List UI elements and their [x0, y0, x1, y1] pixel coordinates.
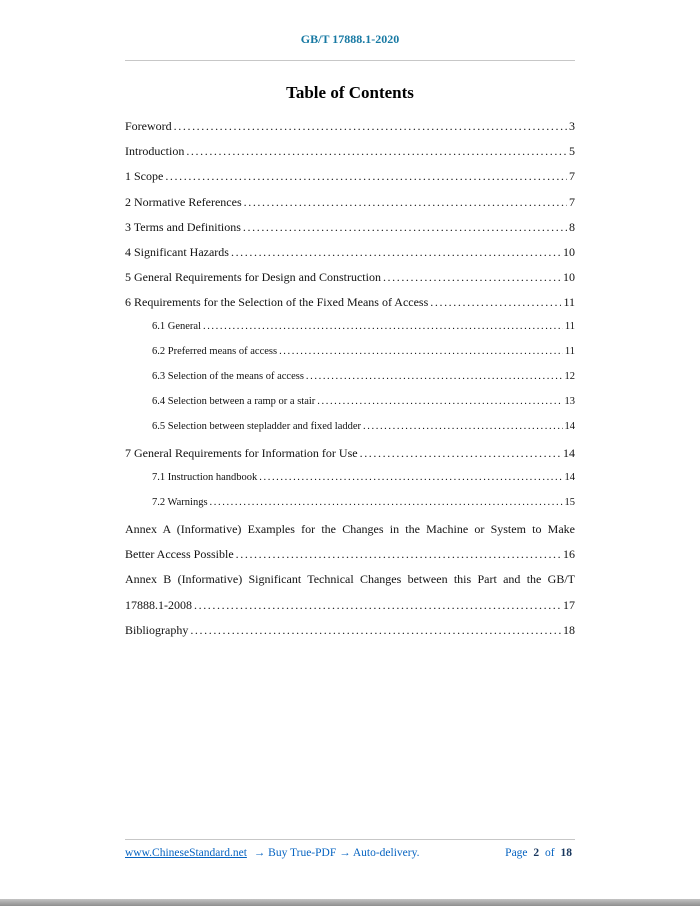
page-total-number: 18	[560, 847, 572, 859]
dot-leader	[306, 371, 563, 382]
dot-leader	[259, 472, 562, 483]
dot-leader	[236, 547, 561, 562]
toc-entry-line2	[125, 547, 575, 572]
dot-leader	[383, 270, 561, 285]
toc-subentry	[125, 396, 575, 421]
toc-page-number: 8	[569, 219, 575, 234]
toc-page-number: 14	[564, 421, 575, 433]
toc-page-number: 7	[569, 194, 575, 209]
toc-entry-line2	[125, 598, 575, 623]
dot-leader	[174, 119, 567, 134]
toc-entry	[125, 446, 575, 471]
toc-page-number: 18	[563, 622, 575, 637]
toc-page-number: 11	[563, 295, 575, 310]
toc-entry-label: 6.2 Preferred means of access	[152, 345, 278, 357]
toc-entry-label: 3 Terms and Definitions	[125, 219, 241, 234]
header-rule	[125, 60, 575, 61]
toc-page-number: 5	[569, 144, 575, 159]
toc-page-number: 10	[563, 270, 575, 285]
toc-subentry	[125, 321, 575, 346]
dot-leader	[430, 295, 561, 310]
toc-entry-label: 2 Normative References	[125, 194, 242, 209]
toc-entry	[125, 295, 575, 320]
toc-subentry	[125, 371, 575, 396]
toc-entry	[125, 270, 575, 295]
footer-branding	[125, 847, 419, 859]
toc-entry	[125, 119, 575, 144]
table-of-contents	[125, 119, 575, 648]
toc-entry-line1: Annex A (Informative) Examples for the Changes in the Machine or System to Make	[125, 522, 575, 536]
dot-leader	[231, 245, 561, 260]
page-of-label: of	[545, 847, 555, 859]
toc-entry-label: 6.3 Selection of the means of access	[152, 370, 304, 382]
toc-subentry	[125, 346, 575, 371]
page-footer	[125, 839, 575, 859]
toc-entry	[125, 220, 575, 245]
toc-page-number: 3	[569, 119, 575, 133]
toc-entry-annex-b	[125, 572, 575, 622]
toc-entry-label: 5 General Requirements for Design and Construction	[125, 270, 381, 285]
dot-leader	[244, 195, 567, 210]
page-label: Page	[505, 847, 528, 859]
toc-entry-line1: Annex B (Informative) Significant Technical Changes between this Part and the GB/T	[125, 572, 575, 587]
dot-leader	[360, 446, 561, 461]
toc-subentry	[125, 472, 575, 497]
dot-leader	[317, 396, 562, 407]
page-edge-shadow	[0, 899, 700, 906]
document-number: GB/T 17888.1-2020	[300, 32, 400, 46]
toc-entry	[125, 245, 575, 270]
toc-entry-label: 6.4 Selection between a ramp or a stair	[152, 396, 316, 408]
website-link[interactable]: www.ChineseStandard.net	[125, 847, 247, 859]
toc-subentry	[125, 421, 575, 446]
page-indicator	[505, 847, 575, 859]
page-current-number: 2	[533, 847, 540, 859]
toc-page-number: 13	[564, 396, 575, 408]
dot-leader	[190, 623, 561, 638]
dot-leader	[186, 144, 567, 159]
toc-entry-annex-a	[125, 522, 575, 572]
footer-tagline: → Buy True-PDF → Auto-delivery.	[253, 847, 420, 859]
toc-entry-label: Bibliography	[125, 622, 189, 637]
toc-entry-label: 17888.1-2008	[125, 597, 192, 612]
toc-page-number: 14	[563, 446, 575, 461]
dot-leader	[363, 421, 562, 432]
toc-page-number: 14	[564, 471, 575, 483]
toc-entry-label: 7.1 Instruction handbook	[152, 471, 258, 483]
dot-leader	[243, 220, 567, 235]
toc-entry-label: 1 Scope	[125, 169, 164, 184]
toc-page-number: 10	[563, 244, 575, 259]
toc-entry	[125, 169, 575, 194]
dot-leader	[210, 497, 563, 508]
toc-entry-label: 6 Requirements for the Selection of the Fixed Means of Access	[125, 295, 429, 310]
toc-entry-label: 7.2 Warnings	[152, 496, 208, 508]
toc-page-number: 11	[564, 320, 575, 332]
toc-page-number: 7	[569, 169, 575, 184]
toc-entry-label: 4 Significant Hazards	[125, 244, 229, 259]
page-title: Table of Contents	[286, 83, 414, 102]
toc-page-number: 12	[564, 370, 575, 382]
toc-entry-label: 6.5 Selection between stepladder and fixed ladder	[152, 421, 362, 433]
toc-page-number: 11	[564, 345, 575, 357]
toc-entry	[125, 144, 575, 169]
toc-entry-label: 7 General Requirements for Information for Use	[125, 446, 358, 461]
toc-entry-label: Foreword	[125, 119, 172, 133]
dot-leader	[165, 169, 567, 184]
toc-entry-label: Introduction	[125, 144, 185, 159]
toc-entry	[125, 623, 575, 648]
toc-page-number: 15	[564, 496, 575, 508]
toc-entry-label: 6.1 General	[152, 320, 201, 332]
toc-subentry	[125, 497, 575, 522]
toc-entry-label: Better Access Possible	[125, 547, 234, 562]
toc-page-number: 16	[563, 547, 575, 562]
dot-leader	[279, 346, 563, 357]
dot-leader	[203, 321, 563, 332]
toc-page-number: 17	[563, 597, 575, 612]
dot-leader	[194, 598, 561, 613]
toc-entry	[125, 195, 575, 220]
